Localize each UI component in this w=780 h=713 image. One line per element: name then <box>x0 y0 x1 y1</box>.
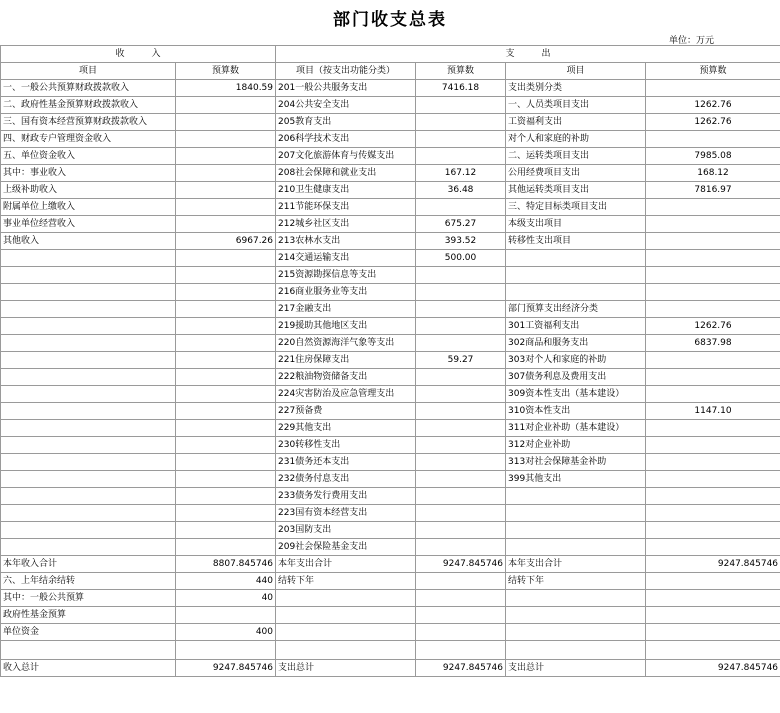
func-budget <box>416 471 506 488</box>
econ-item: 301工资福利支出 <box>506 318 646 335</box>
table-row <box>1 131 780 148</box>
year-total-row <box>1 556 780 573</box>
func-item: 216商业服务业等支出 <box>276 284 416 301</box>
func-budget <box>416 437 506 454</box>
econ-budget: 168.12 <box>646 165 780 182</box>
func-budget: 500.00 <box>416 250 506 267</box>
func-item: 207文化旅游体育与传媒支出 <box>276 148 416 165</box>
func-item: 227预备费 <box>276 403 416 420</box>
table-row <box>1 386 780 403</box>
col-econ-budget: 预算数 <box>646 63 780 80</box>
section-header-row <box>1 46 780 63</box>
econ-budget <box>646 301 780 318</box>
expense-total-label: 支出总计 <box>276 660 416 677</box>
column-header-row <box>1 63 780 80</box>
income-budget <box>176 437 276 454</box>
income-item <box>1 250 176 267</box>
income-budget <box>176 301 276 318</box>
func-budget: 59.27 <box>416 352 506 369</box>
income-budget <box>176 352 276 369</box>
carry-general-row <box>1 590 780 607</box>
func-item: 213农林水支出 <box>276 233 416 250</box>
year-income-value: 8807.845746 <box>176 556 276 573</box>
table-row <box>1 301 780 318</box>
income-item: 附属单位上缴收入 <box>1 199 176 216</box>
econ-budget: 1262.76 <box>646 97 780 114</box>
table-row <box>1 420 780 437</box>
table-row <box>1 505 780 522</box>
carry-value: 440 <box>176 573 276 590</box>
table-row <box>1 80 780 97</box>
econ-item: 一、人员类项目支出 <box>506 97 646 114</box>
income-item <box>1 437 176 454</box>
table-row <box>1 165 780 182</box>
func-budget: 167.12 <box>416 165 506 182</box>
expense-total-value: 9247.845746 <box>416 660 506 677</box>
econ-item: 本级支出项目 <box>506 216 646 233</box>
income-budget: 1840.59 <box>176 80 276 97</box>
col-econ-item: 项目 <box>506 63 646 80</box>
table-row <box>1 352 780 369</box>
income-item <box>1 471 176 488</box>
econ-item: 307债务利息及费用支出 <box>506 369 646 386</box>
func-budget <box>416 403 506 420</box>
income-item: 五、单位资金收入 <box>1 148 176 165</box>
carry-next-label-2: 结转下年 <box>506 573 646 590</box>
income-total-label: 收入总计 <box>1 660 176 677</box>
year-expense-value-2: 9247.845746 <box>646 556 780 573</box>
func-budget: 393.52 <box>416 233 506 250</box>
econ-budget <box>646 284 780 301</box>
econ-item: 399其他支出 <box>506 471 646 488</box>
income-budget <box>176 114 276 131</box>
col-func-budget: 预算数 <box>416 63 506 80</box>
func-item: 221住房保障支出 <box>276 352 416 369</box>
econ-item <box>506 284 646 301</box>
econ-budget <box>646 386 780 403</box>
income-item <box>1 505 176 522</box>
income-budget <box>176 318 276 335</box>
carry-unit-value: 400 <box>176 624 276 641</box>
func-item: 210卫生健康支出 <box>276 182 416 199</box>
income-budget <box>176 216 276 233</box>
func-item: 222粮油物资储备支出 <box>276 369 416 386</box>
income-budget <box>176 539 276 556</box>
income-item <box>1 352 176 369</box>
econ-item <box>506 267 646 284</box>
func-item: 211节能环保支出 <box>276 199 416 216</box>
income-item: 其他收入 <box>1 233 176 250</box>
func-item: 231债务还本支出 <box>276 454 416 471</box>
income-budget <box>176 250 276 267</box>
econ-budget <box>646 471 780 488</box>
econ-item: 312对企业补助 <box>506 437 646 454</box>
func-item: 209社会保险基金支出 <box>276 539 416 556</box>
econ-budget: 7816.97 <box>646 182 780 199</box>
income-budget <box>176 199 276 216</box>
econ-budget <box>646 250 780 267</box>
func-budget <box>416 369 506 386</box>
income-budget <box>176 97 276 114</box>
carry-label: 六、上年结余结转 <box>1 573 176 590</box>
econ-item: 303对个人和家庭的补助 <box>506 352 646 369</box>
func-budget: 7416.18 <box>416 80 506 97</box>
table-row <box>1 284 780 301</box>
econ-item: 三、特定目标类项目支出 <box>506 199 646 216</box>
year-expense-label: 本年支出合计 <box>276 556 416 573</box>
income-budget <box>176 148 276 165</box>
func-budget <box>416 539 506 556</box>
income-item <box>1 284 176 301</box>
income-budget <box>176 522 276 539</box>
func-item: 230转移性支出 <box>276 437 416 454</box>
econ-budget <box>646 199 780 216</box>
income-budget <box>176 403 276 420</box>
income-item <box>1 539 176 556</box>
econ-item <box>506 522 646 539</box>
income-header: 收 入 <box>1 46 276 63</box>
econ-item: 其他运转类项目支出 <box>506 182 646 199</box>
income-item: 事业单位经营收入 <box>1 216 176 233</box>
budget-summary-table <box>0 45 780 677</box>
econ-budget <box>646 233 780 250</box>
carry-next-label: 结转下年 <box>276 573 416 590</box>
func-item: 217金融支出 <box>276 301 416 318</box>
income-item <box>1 522 176 539</box>
carry-general-value: 40 <box>176 590 276 607</box>
func-item: 208社会保障和就业支出 <box>276 165 416 182</box>
income-budget <box>176 454 276 471</box>
func-budget <box>416 386 506 403</box>
econ-budget <box>646 505 780 522</box>
func-budget <box>416 131 506 148</box>
econ-item: 工资福利支出 <box>506 114 646 131</box>
func-budget <box>416 114 506 131</box>
carry-unit-row <box>1 624 780 641</box>
econ-item: 对个人和家庭的补助 <box>506 131 646 148</box>
econ-item <box>506 250 646 267</box>
table-row <box>1 403 780 420</box>
income-budget <box>176 284 276 301</box>
econ-item: 二、运转类项目支出 <box>506 148 646 165</box>
year-income-label: 本年收入合计 <box>1 556 176 573</box>
func-budget: 675.27 <box>416 216 506 233</box>
econ-budget <box>646 522 780 539</box>
income-budget <box>176 182 276 199</box>
year-expense-value: 9247.845746 <box>416 556 506 573</box>
table-row <box>1 539 780 556</box>
econ-budget <box>646 352 780 369</box>
table-row <box>1 437 780 454</box>
func-budget <box>416 335 506 352</box>
econ-item: 302商品和服务支出 <box>506 335 646 352</box>
econ-item: 309资本性支出（基本建设） <box>506 386 646 403</box>
econ-budget <box>646 437 780 454</box>
econ-item: 部门预算支出经济分类 <box>506 301 646 318</box>
func-budget <box>416 267 506 284</box>
income-budget <box>176 267 276 284</box>
carry-fund-label: 政府性基金预算 <box>1 607 176 624</box>
income-item <box>1 318 176 335</box>
func-budget <box>416 318 506 335</box>
income-item <box>1 488 176 505</box>
income-item: 其中：事业收入 <box>1 165 176 182</box>
income-item <box>1 301 176 318</box>
income-budget <box>176 471 276 488</box>
func-budget <box>416 522 506 539</box>
func-item: 205教育支出 <box>276 114 416 131</box>
func-item: 212城乡社区支出 <box>276 216 416 233</box>
econ-budget: 1262.76 <box>646 318 780 335</box>
carry-general-label: 其中：一般公共预算 <box>1 590 176 607</box>
econ-item: 310资本性支出 <box>506 403 646 420</box>
table-row <box>1 335 780 352</box>
carry-unit-label: 单位资金 <box>1 624 176 641</box>
econ-budget: 1147.10 <box>646 403 780 420</box>
income-item: 上级补助收入 <box>1 182 176 199</box>
func-item: 203国防支出 <box>276 522 416 539</box>
table-row <box>1 114 780 131</box>
func-budget <box>416 284 506 301</box>
income-item <box>1 403 176 420</box>
year-expense-label-2: 本年支出合计 <box>506 556 646 573</box>
income-budget <box>176 369 276 386</box>
page-title: 部门收支总表 <box>333 10 447 30</box>
func-item: 204公共安全支出 <box>276 97 416 114</box>
income-item <box>1 369 176 386</box>
econ-budget <box>646 131 780 148</box>
income-budget <box>176 386 276 403</box>
econ-item: 支出类别分类 <box>506 80 646 97</box>
income-item <box>1 335 176 352</box>
table-row <box>1 522 780 539</box>
func-item: 219援助其他地区支出 <box>276 318 416 335</box>
econ-budget <box>646 488 780 505</box>
econ-item: 转移性支出项目 <box>506 233 646 250</box>
func-item: 220自然资源海洋气象等支出 <box>276 335 416 352</box>
col-item: 项目 <box>1 63 176 80</box>
econ-budget <box>646 454 780 471</box>
carry-fund-row <box>1 607 780 624</box>
table-row <box>1 233 780 250</box>
income-budget <box>176 165 276 182</box>
func-budget <box>416 97 506 114</box>
econ-budget <box>646 369 780 386</box>
econ-item: 313对社会保障基金补助 <box>506 454 646 471</box>
func-item: 214交通运输支出 <box>276 250 416 267</box>
func-budget <box>416 301 506 318</box>
income-budget <box>176 505 276 522</box>
income-item <box>1 267 176 284</box>
econ-budget: 6837.98 <box>646 335 780 352</box>
func-item: 206科学技术支出 <box>276 131 416 148</box>
income-budget <box>176 420 276 437</box>
func-budget <box>416 420 506 437</box>
table-row <box>1 369 780 386</box>
income-item: 三、国有资本经营预算财政拨款收入 <box>1 114 176 131</box>
func-item: 233债务发行费用支出 <box>276 488 416 505</box>
func-item: 232债务付息支出 <box>276 471 416 488</box>
income-item: 四、财政专户管理资金收入 <box>1 131 176 148</box>
econ-budget: 1262.76 <box>646 114 780 131</box>
table-row <box>1 148 780 165</box>
table-row <box>1 97 780 114</box>
income-item <box>1 386 176 403</box>
func-item: 201一般公共服务支出 <box>276 80 416 97</box>
func-budget <box>416 454 506 471</box>
income-item <box>1 454 176 471</box>
econ-budget <box>646 267 780 284</box>
income-budget: 6967.26 <box>176 233 276 250</box>
func-budget <box>416 488 506 505</box>
econ-item: 公用经费项目支出 <box>506 165 646 182</box>
table-row <box>1 471 780 488</box>
table-row <box>1 318 780 335</box>
unit-label: 单位：万元 <box>668 36 714 46</box>
table-row <box>1 250 780 267</box>
econ-item <box>506 488 646 505</box>
table-row <box>1 267 780 284</box>
income-budget <box>176 131 276 148</box>
grand-total-row <box>1 660 780 677</box>
carry-row <box>1 573 780 590</box>
econ-item <box>506 505 646 522</box>
table-row <box>1 216 780 233</box>
econ-item: 311对企业补助（基本建设） <box>506 420 646 437</box>
econ-budget <box>646 216 780 233</box>
income-budget <box>176 488 276 505</box>
func-item: 229其他支出 <box>276 420 416 437</box>
col-budget: 预算数 <box>176 63 276 80</box>
func-budget <box>416 148 506 165</box>
income-item <box>1 420 176 437</box>
func-budget <box>416 199 506 216</box>
table-row <box>1 488 780 505</box>
econ-budget <box>646 539 780 556</box>
income-item: 一、一般公共预算财政拨款收入 <box>1 80 176 97</box>
func-item: 223国有资本经营支出 <box>276 505 416 522</box>
table-row <box>1 182 780 199</box>
spacer-row <box>1 641 780 660</box>
col-func-item: 项目（按支出功能分类） <box>276 63 416 80</box>
econ-item <box>506 539 646 556</box>
func-item: 215资源勘探信息等支出 <box>276 267 416 284</box>
income-budget <box>176 335 276 352</box>
income-item: 二、政府性基金预算财政拨款收入 <box>1 97 176 114</box>
econ-budget <box>646 420 780 437</box>
func-item: 224灾害防治及应急管理支出 <box>276 386 416 403</box>
income-total-value: 9247.845746 <box>176 660 276 677</box>
econ-budget: 7985.08 <box>646 148 780 165</box>
table-row <box>1 454 780 471</box>
expense-total-value-2: 9247.845746 <box>646 660 780 677</box>
table-row <box>1 199 780 216</box>
expense-total-label-2: 支出总计 <box>506 660 646 677</box>
econ-budget <box>646 80 780 97</box>
func-budget <box>416 505 506 522</box>
func-budget: 36.48 <box>416 182 506 199</box>
expense-header: 支 出 <box>276 46 780 63</box>
